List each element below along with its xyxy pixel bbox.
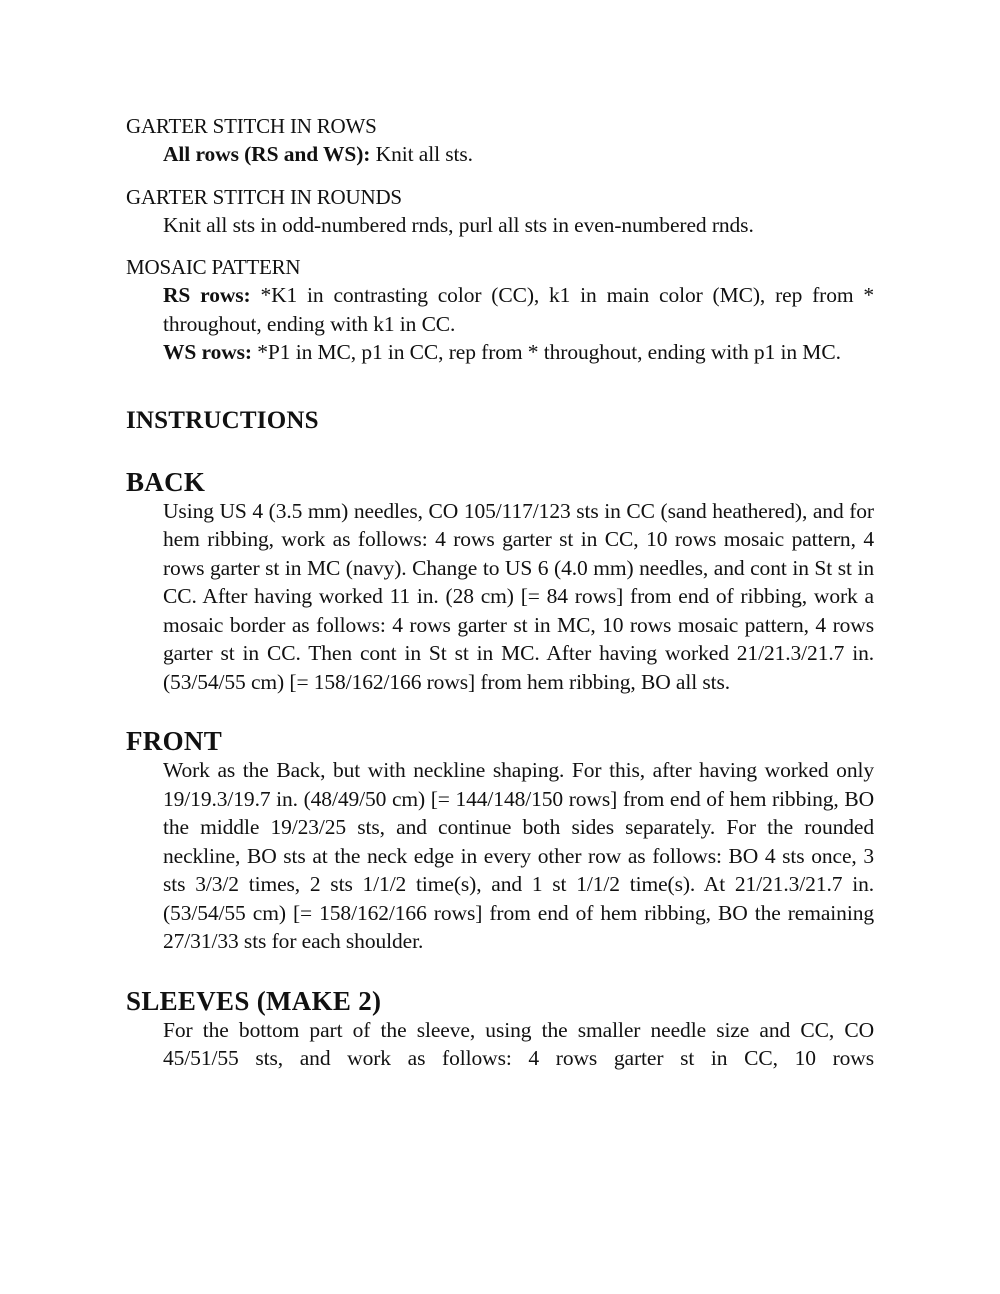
document-page (126, 112, 874, 1073)
mosaic-rs-text (163, 281, 874, 338)
mosaic-rs-label: RS rows: (163, 283, 251, 307)
garter-rows-heading: GARTER STITCH IN ROWS (126, 114, 377, 138)
garter-rows-text (163, 140, 874, 169)
back-title: BACK (126, 466, 206, 497)
back-section (126, 467, 874, 697)
mosaic-ws-text (163, 338, 874, 367)
mosaic-heading: MOSAIC PATTERN (126, 255, 301, 279)
front-title: FRONT (126, 726, 222, 756)
mosaic-ws-label: WS rows: (163, 340, 252, 364)
front-section (126, 726, 874, 956)
sleeves-section (126, 986, 874, 1073)
mosaic-block (126, 253, 874, 367)
garter-rows-block (126, 112, 874, 169)
garter-rows-label: All rows (RS and WS): (163, 142, 371, 166)
garter-rounds-heading: GARTER STITCH IN ROUNDS (126, 184, 402, 209)
instructions-heading: INSTRUCTIONS (126, 406, 319, 434)
mosaic-ws-body: *P1 in MC, p1 in CC, rep from * throughout, ending with p1 in MC. (252, 340, 841, 364)
sleeves-text: For the bottom part of the sleeve, using the smaller needle size and CC, CO 45/51/55 sts, and work as follows: 4 rows garter st in CC, 10 rows (163, 1017, 874, 1070)
back-text: Using US 4 (3.5 mm) needles, CO 105/117/123 sts in CC (sand heathered), and for hem ribbing, work as follows: 4 rows garter st in CC, 10 rows mosaic pattern, 4 rows garter st in MC (navy). Change to US 6 (4.0 mm) needles, and cont in St st in CC. After having worked 11 in. (28 cm) [= 84 rows] from end of ribbing, work a mosaic border as follows: 4 rows garter st in MC, 10 rows mosaic pattern, 4 rows garter st in CC. Then cont in St st in MC. After having worked 21/21.3/21.7 in. (53/54/55 cm) [= 158/162/166 rows] from hem ribbing, BO all sts. (163, 498, 874, 694)
front-text: Work as the Back, but with neckline shaping. For this, after having worked only 19/19.3/19.7 in. (48/49/50 cm) [= 144/148/150 rows] from end of hem ribbing, BO the middle 19/23/25 sts, and continue both sides separately. For the rounded neckline, BO sts at the neck edge in every other row as follows: BO 4 sts once, 3 sts 3/3/2 times, 2 sts 1/1/2 time(s), and 1 st 1/1/2 time(s). At 21/21.3/21.7 in. (53/54/55 cm) [= 158/162/166 rows] from end of hem ribbing, BO the remaining 27/31/33 sts for each shoulder. (163, 758, 874, 953)
sleeves-title: SLEEVES (MAKE 2) (126, 985, 382, 1016)
mosaic-rs-body: *K1 in contrasting color (CC), k1 in main color (MC), rep from * throughout, ending with k1 in CC. (163, 283, 874, 336)
garter-rounds-block (126, 183, 874, 240)
garter-rows-body: Knit all sts. (370, 142, 473, 166)
garter-rounds-text: Knit all sts in odd-numbered rnds, purl all sts in even-numbered rnds. (163, 212, 754, 237)
